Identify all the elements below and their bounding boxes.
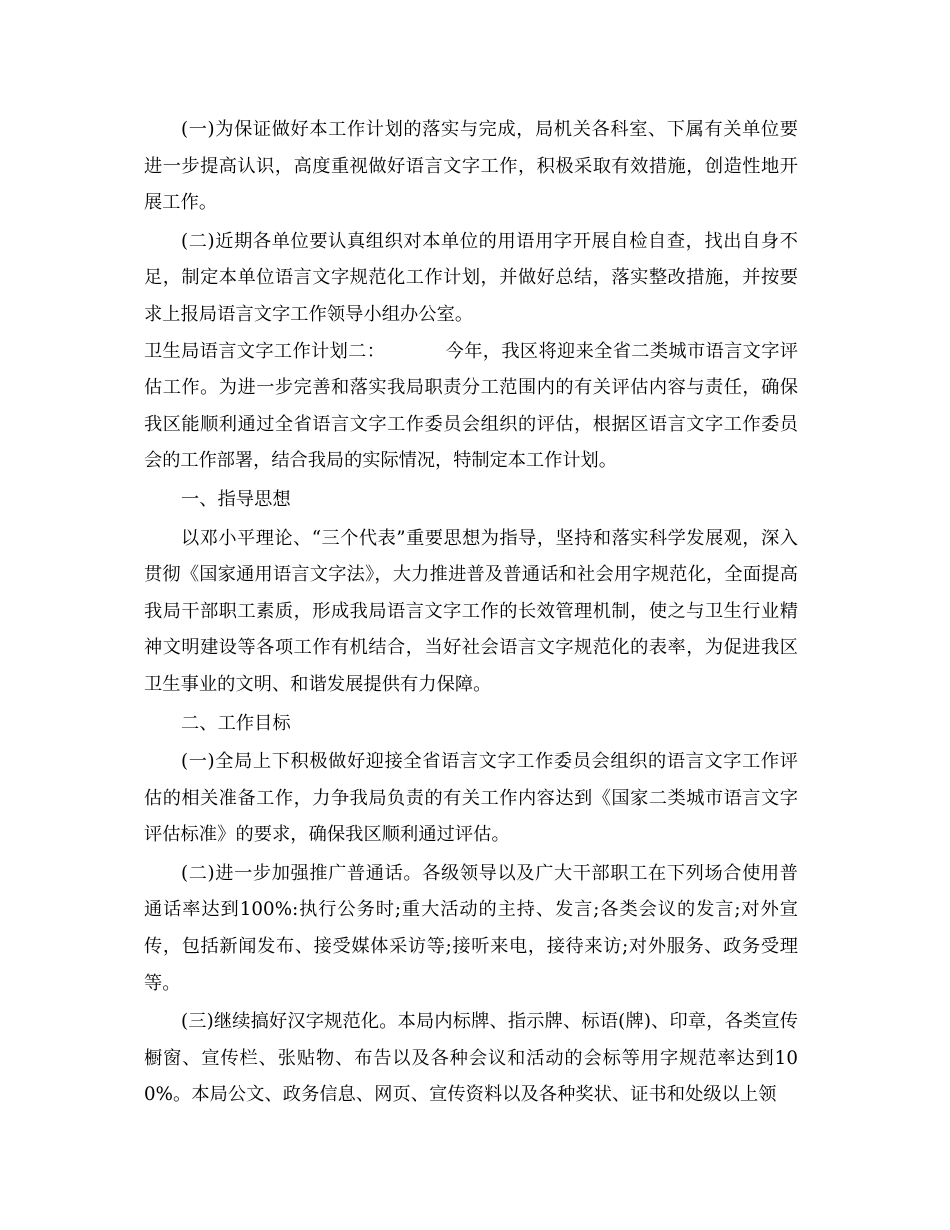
paragraph-ensure-implementation: (一)为保证做好本工作计划的落实与完成，局机关各科室、下属有关单位要进一步提高认识，高度重视做好语言文字工作，积极采取有效措施，创造性地开展工作。 (144, 119, 798, 214)
plan-two-intro (144, 334, 798, 480)
paragraph-goal-evaluation: (一)全局上下积极做好迎接全省语言文字工作委员会组织的语言文字工作评估的相关准备工作，力争我局负责的有关工作内容达到《国家二类城市语言文字评估标准》的要求，确保我区顺利通过评估。 (144, 751, 798, 846)
plan-intro-text: 今年，我区将迎来全省二类城市语言文字评估工作。为进一步完善和落实我局职责分工范围内的有关评估内容与责任，确保我区能顺利通过全省语言文字工作委员会组织的评估，根据区语言文字工作委员会的工作部署，结合我局的实际情况，特制定本工作计划。 (144, 340, 798, 472)
section-title-work-goals: 二、工作目标 (181, 712, 291, 734)
document-page (144, 112, 798, 1114)
plan-heading: 卫生局语言文字工作计划二： (144, 340, 386, 362)
paragraph-self-inspection: (二)近期各单位要认真组织对本单位的用语用字开展自检自查，找出自身不足，制定本单位语言文字规范化工作计划，并做好总结，落实整改措施，并按要求上报局语言文字工作领导小组办公室。 (144, 230, 798, 325)
paragraph-goal-mandarin: (二)进一步加强推广普通话。各级领导以及广大干部职工在下列场合使用普通话率达到100%:执行公务时;重大活动的主持、发言;各类会议的发言;对外宣传，包括新闻发布、接受媒体采访等;接听来电，接待来访;对外服务、政务受理等。 (144, 862, 798, 994)
paragraph-guiding-ideology: 以邓小平理论、“三个代表”重要思想为指导，坚持和落实科学发展观，深入贯彻《国家通用语言文字法》，大力推进普及普通话和社会用字规范化，全面提高我局干部职工素质，形成我局语言文字工作的长效管理机制，使之与卫生行业精神文明建设等各项工作有机结合，当好社会语言文字规范化的表率，为促进我区卫生事业的文明、和谐发展提供有力保障。 (144, 527, 798, 695)
section-title-guiding-ideology: 一、指导思想 (181, 488, 291, 510)
paragraph-goal-characters: (三)继续搞好汉字规范化。本局内标牌、指示牌、标语(牌)、印章，各类宣传橱窗、宣传栏、张贴物、布告以及各种会议和活动的会标等用字规范率达到100%。本局公文、政务信息、网页、宣传资料以及各种奖状、证书和处级以上领 (144, 1011, 798, 1106)
